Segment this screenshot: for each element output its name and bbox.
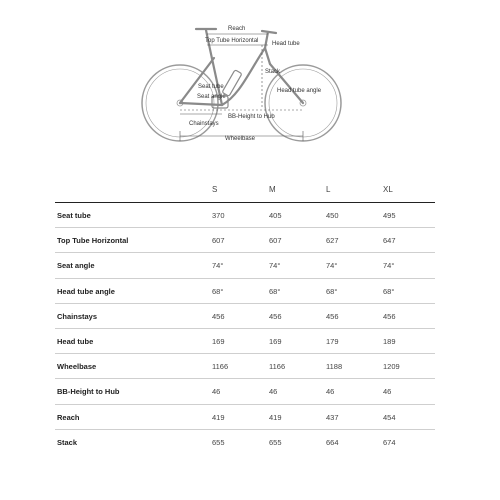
cell-value: 454 (383, 412, 396, 422)
cell-value: 495 (383, 211, 396, 220)
bike-geometry-diagram (0, 0, 500, 165)
row-label: Top Tube Horizontal (57, 236, 129, 246)
label-head-tube: Head tube (272, 41, 300, 47)
table-row (55, 253, 435, 278)
size-header-row (55, 180, 435, 203)
cell-value: 456 (212, 311, 225, 321)
cell-value: 450 (326, 211, 339, 220)
row-label: Seat tube (57, 211, 91, 220)
geometry-table (55, 180, 435, 454)
cell-value: 456 (383, 311, 396, 321)
cell-value: 68° (269, 286, 281, 296)
cell-value: 74° (269, 261, 281, 271)
size-header-l: L (326, 185, 331, 194)
row-label: Reach (57, 412, 80, 422)
cell-value: 655 (269, 437, 282, 447)
row-label: Head tube angle (57, 286, 115, 296)
cell-value: 370 (212, 211, 225, 220)
cell-value: 169 (269, 336, 282, 346)
bike-geometry-svg (0, 0, 500, 165)
cell-value: 46 (326, 387, 335, 397)
cell-value: 1166 (212, 362, 229, 372)
table-row (55, 329, 435, 354)
cell-value: 647 (383, 236, 396, 246)
cell-value: 655 (212, 437, 225, 447)
label-reach: Reach (228, 26, 246, 32)
cell-value: 419 (212, 412, 225, 422)
cell-value: 607 (269, 236, 282, 246)
label-wheelbase: Wheelbase (225, 136, 256, 142)
row-label: Chainstays (57, 311, 98, 321)
row-label: Wheelbase (57, 362, 97, 372)
cell-value: 437 (326, 412, 339, 422)
table-row (55, 203, 435, 228)
cell-value: 1188 (326, 362, 343, 372)
label-bb-height: BB-Height to Hub (228, 114, 275, 120)
table-row (55, 354, 435, 379)
cell-value: 74° (383, 261, 395, 271)
table-row (55, 379, 435, 404)
table-row (55, 279, 435, 304)
size-header-m: M (269, 185, 276, 194)
cell-value: 1209 (383, 362, 400, 372)
cell-value: 405 (269, 211, 282, 220)
label-stack: Stack (265, 69, 281, 75)
size-header-xl: XL (383, 185, 393, 194)
cell-value: 46 (212, 387, 221, 397)
cell-value: 74° (326, 261, 338, 271)
cell-value: 189 (383, 336, 396, 346)
table-row (55, 228, 435, 253)
cell-value: 607 (212, 236, 225, 246)
label-seat-tube: Seat tube (198, 84, 224, 90)
label-chainstays: Chainstays (189, 121, 219, 127)
cell-value: 664 (326, 437, 339, 447)
label-top-tube: Top Tube Horizontal (205, 38, 259, 44)
cell-value: 456 (326, 311, 339, 321)
cell-value: 68° (326, 286, 338, 296)
cell-value: 68° (383, 286, 395, 296)
cell-value: 179 (326, 336, 339, 346)
size-header-s: S (212, 185, 218, 194)
cell-value: 419 (269, 412, 282, 422)
cell-value: 456 (269, 311, 282, 321)
label-head-tube-angle: Head tube angle (277, 88, 322, 94)
row-label: Stack (57, 437, 78, 447)
table-row (55, 405, 435, 430)
row-label: Seat angle (57, 261, 95, 271)
table-row (55, 430, 435, 454)
cell-value: 1166 (269, 362, 286, 372)
table-row (55, 304, 435, 329)
cell-value: 46 (383, 387, 392, 397)
row-label: BB-Height to Hub (57, 387, 120, 397)
cell-value: 68° (212, 286, 224, 296)
label-seat-angle: Seat angle (197, 94, 226, 100)
cell-value: 627 (326, 236, 339, 246)
cell-value: 674 (383, 437, 396, 447)
cell-value: 46 (269, 387, 278, 397)
cell-value: 74° (212, 261, 224, 271)
row-label: Head tube (57, 336, 94, 346)
cell-value: 169 (212, 336, 225, 346)
